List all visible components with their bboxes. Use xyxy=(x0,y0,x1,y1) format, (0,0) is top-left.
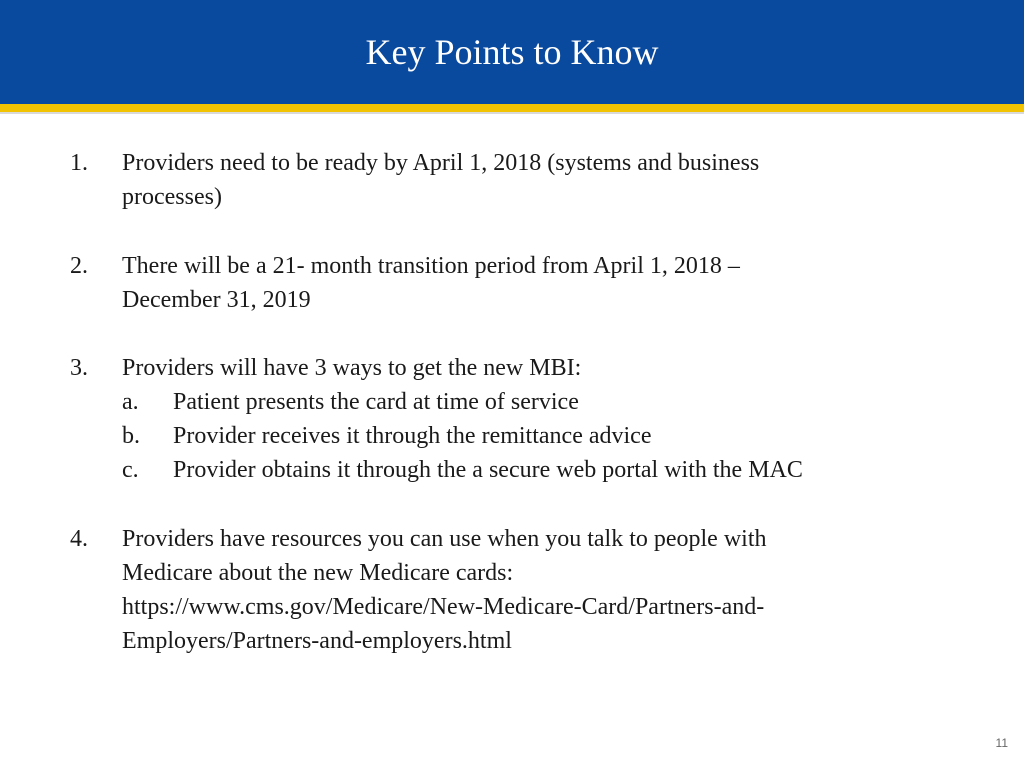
page-number: 11 xyxy=(995,736,1008,750)
point-3-subitem-b-letter: b. xyxy=(122,423,140,449)
point-1-line-2: processes) xyxy=(122,184,222,210)
point-2-line-2: December 31, 2019 xyxy=(122,287,311,313)
point-3-subitem-a-text: Patient presents the card at time of service xyxy=(173,389,579,415)
point-4-number: 4. xyxy=(70,526,88,552)
slide-title: Key Points to Know xyxy=(365,32,659,72)
point-2-number: 2. xyxy=(70,253,88,279)
point-1-line-1: Providers need to be ready by April 1, 2018 (systems and business xyxy=(122,150,760,176)
point-3-subitem-a-letter: a. xyxy=(122,389,139,415)
point-3-subitem-c-text: Provider obtains it through the a secure web portal with the MAC xyxy=(173,457,803,483)
point-3-subitem-c-letter: c. xyxy=(122,457,139,483)
point-4-line-2: Medicare about the new Medicare cards: xyxy=(122,560,514,586)
point-2-line-1: There will be a 21- month transition period from April 1, 2018 – xyxy=(122,253,740,279)
point-1-number: 1. xyxy=(70,150,88,176)
point-4-link-line-1[interactable]: https://www.cms.gov/Medicare/New-Medicare-Card/Partners-and- xyxy=(122,594,765,620)
point-3-line-1: Providers will have 3 ways to get the new MBI: xyxy=(122,355,582,381)
point-4-line-1: Providers have resources you can use when you talk to people with xyxy=(122,526,767,552)
point-3-subitem-b-text: Provider receives it through the remittance advice xyxy=(173,423,652,449)
point-4-link-line-2[interactable]: Employers/Partners-and-employers.html xyxy=(122,628,512,654)
point-3-number: 3. xyxy=(70,355,88,381)
